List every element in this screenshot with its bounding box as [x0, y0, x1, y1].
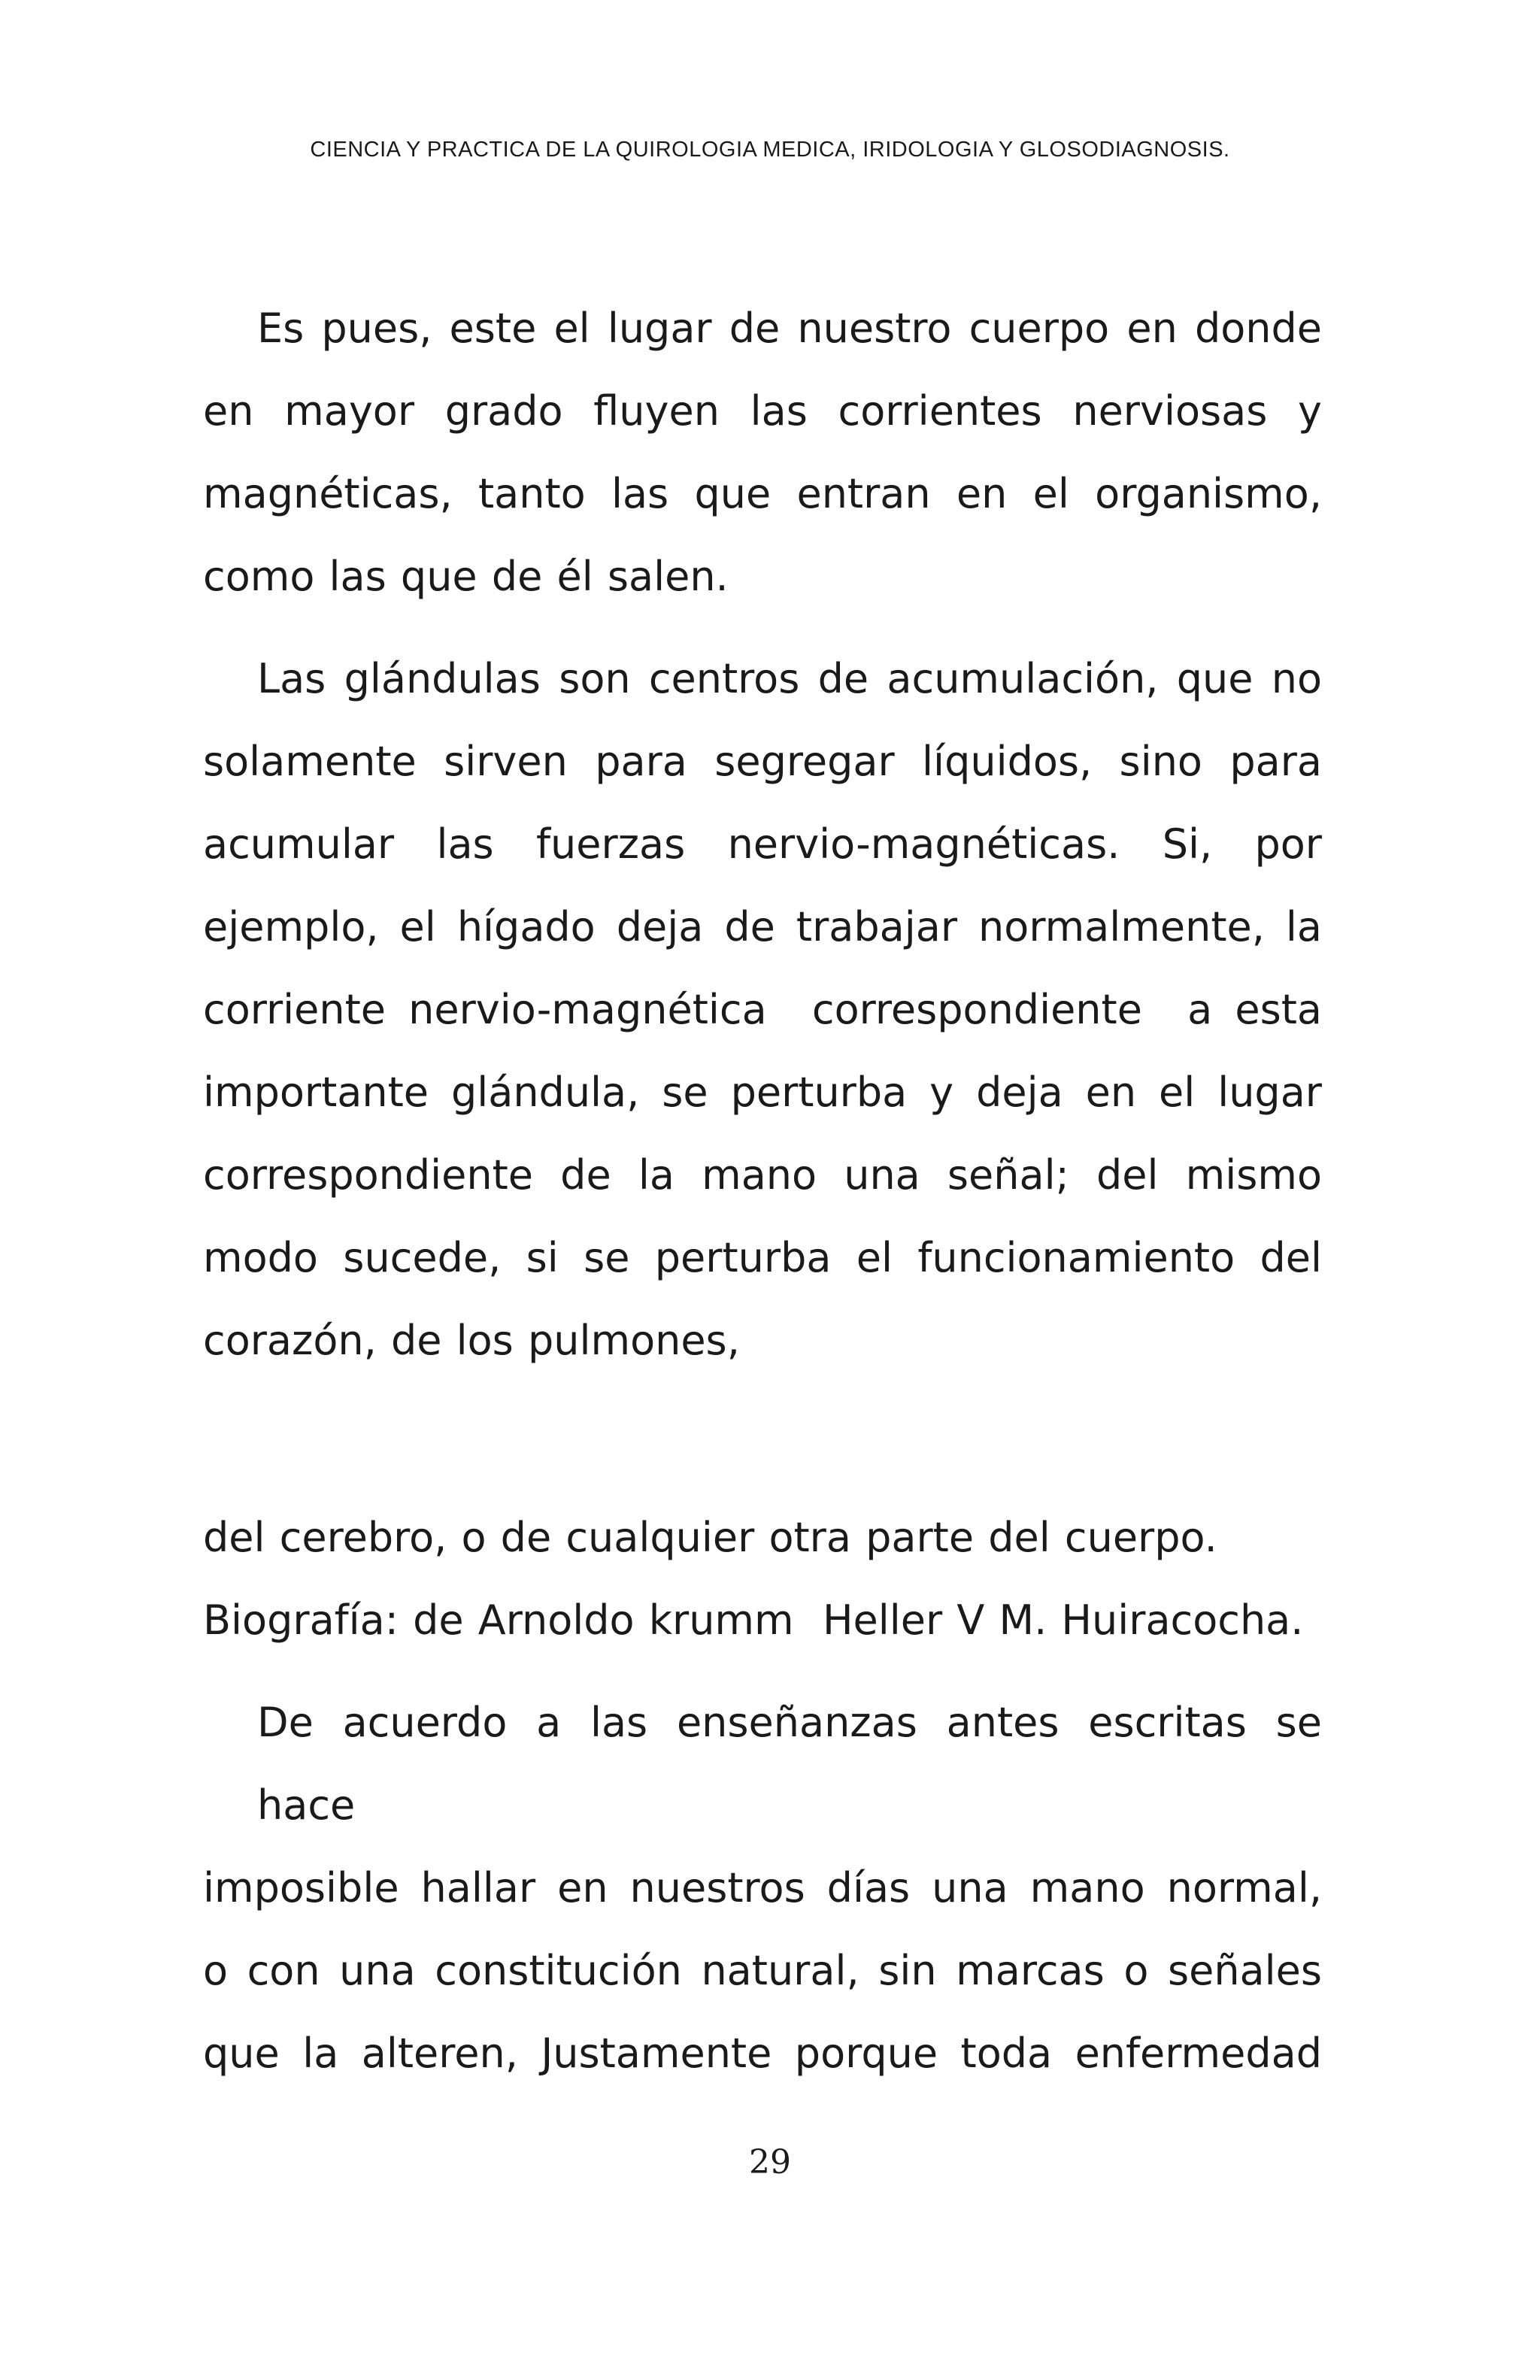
paragraph-line: importante glándula, se perturba y deja en el lugar — [203, 1069, 1322, 1116]
page-number: 29 — [749, 2143, 791, 2181]
paragraph-1 — [203, 287, 1322, 618]
body-text-block-2 — [203, 1496, 1322, 2095]
paragraph-line: ejemplo, el hígado deja de trabajar normalmente, la — [203, 903, 1322, 950]
paragraph-line: imposible hallar en nuestros días una mano normal, — [203, 1864, 1322, 1912]
paragraph-line: solamente sirven para segregar líquidos, sino para — [203, 738, 1322, 785]
paragraph-4 — [203, 1681, 1322, 2095]
paragraph-line: Es pues, este el lugar de nuestro cuerpo en donde — [257, 305, 1322, 352]
paragraph-line: corriente nervio-magnética correspondiente a esta — [203, 986, 1322, 1033]
paragraph-line: en mayor grado fluyen las corrientes nerviosas y — [203, 387, 1322, 435]
running-header: CIENCIA Y PRACTICA DE LA QUIROLOGIA MEDICA, IRIDOLOGIA Y GLOSODIAGNOSIS. — [310, 138, 1230, 162]
paragraph-line: acumular las fuerzas nervio-magnéticas. Si, por — [203, 820, 1322, 868]
paragraph-line: modo sucede, si se perturba el funcionamiento del — [203, 1234, 1322, 1281]
paragraph-line: magnéticas, tanto las que entran en el organismo, — [203, 470, 1322, 517]
paragraph-line: De acuerdo a las enseñanzas antes escritas se hace — [257, 1699, 1322, 1829]
paragraph-line: como las que de él salen. — [203, 553, 729, 600]
paragraph-line: Las glándulas son centros de acumulación, que no — [257, 655, 1322, 702]
paragraph-line: o con una constitución natural, sin marcas o señales — [203, 1947, 1322, 1994]
body-text-block-1 — [203, 287, 1322, 1382]
paragraph-line: del cerebro, o de cualquier otra parte del cuerpo. — [203, 1514, 1217, 1561]
paragraph-2 — [203, 638, 1322, 1382]
paragraph-line: correspondiente de la mano una señal; del mismo — [203, 1151, 1322, 1199]
paragraph-line: corazón, de los pulmones, — [203, 1317, 740, 1364]
paragraph-3 — [203, 1496, 1322, 1662]
paragraph-line: que la alteren, Justamente porque toda enfermedad — [203, 2030, 1322, 2077]
paragraph-line: Biografía: de Arnoldo krumm Heller V M. Huiracocha. — [203, 1596, 1304, 1644]
